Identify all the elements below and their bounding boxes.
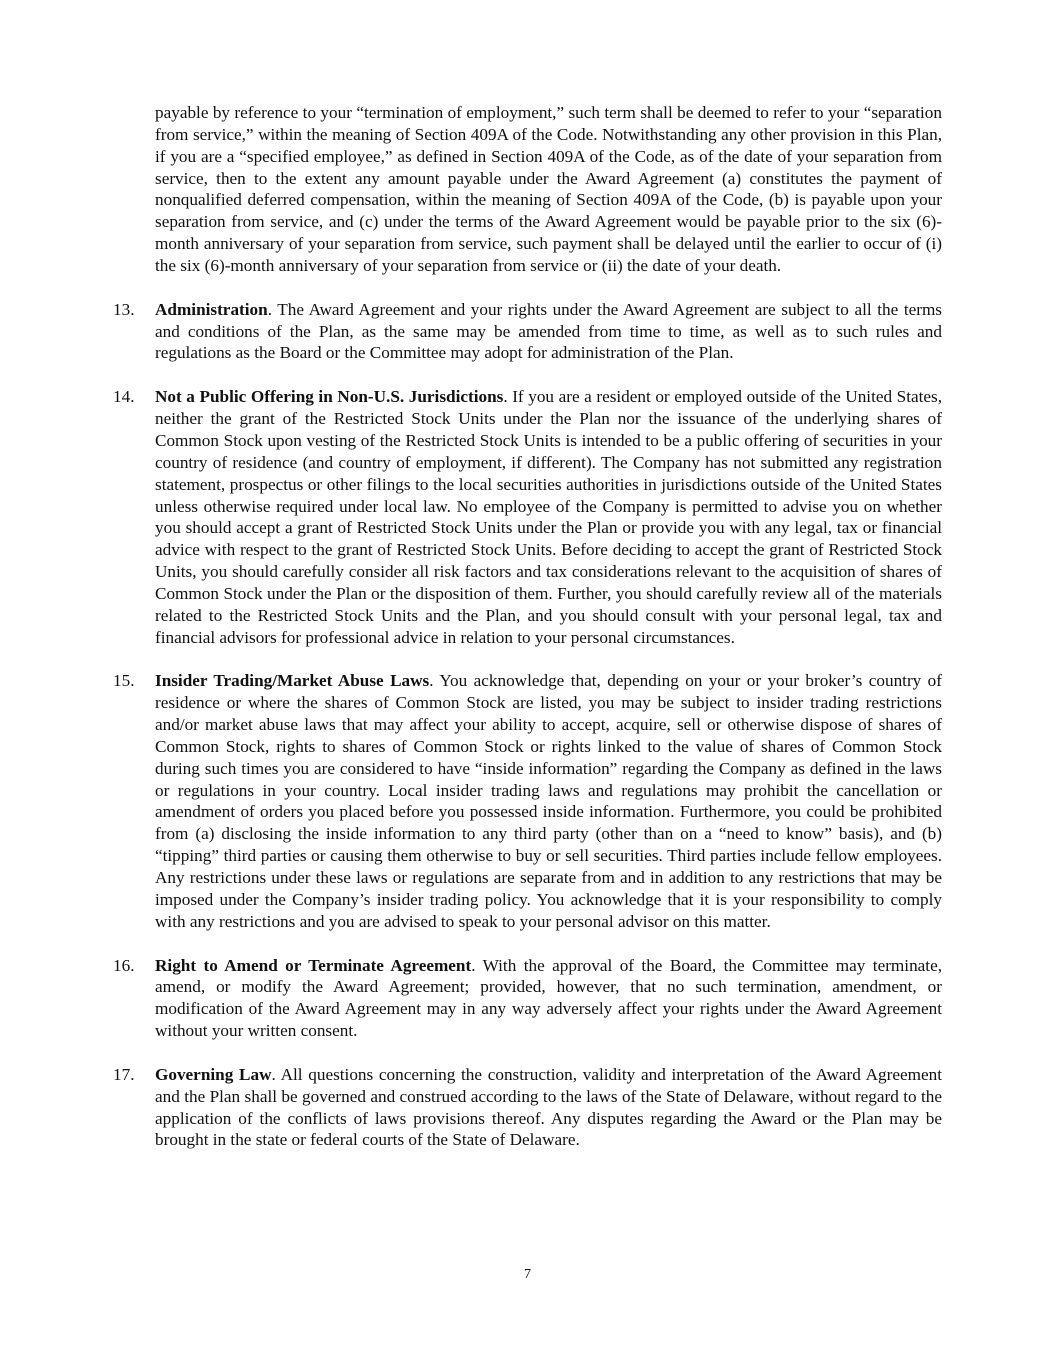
section-number: 16. [113,955,135,975]
section-text: . The Award Agreement and your rights under the Award Agreement are subject to all the terms and conditions of the Plan, as the same may be amended from time to time, as well as to such rules and regulations as the Board or the Committee may adopt for administration of the Plan. [155,299,942,363]
section-number: 17. [113,1064,135,1084]
section-paragraph [155,955,942,1042]
section-paragraph [155,1064,942,1151]
section-number: 14. [113,387,135,407]
section-title: Insider Trading/Market Abuse Laws [155,671,430,691]
section-number: 15. [113,671,135,691]
section-13-administration [113,299,942,365]
section-text: . You acknowledge that, depending on your or your broker’s country of residence or where the shares of Common Stock are listed, you may be subject to insider trading restrictions and/or market abuse laws that may affect your ability to accept, acquire, sell or otherwise dispose of shares of Common Stock, rights to shares of Common Stock or rights linked to the value of shares of Common Stock during such times you are considered to have “inside information” regarding the Company as defined in the laws or regulations in your country. Local insider trading laws and regulations may prohibit the cancellation or amendment of orders you placed before you possessed inside information. Furthermore, you could be prohibited from (a) disclosing the inside information to any third party (other than on a “need to know” basis), and (b) “tipping” third parties or causing them otherwise to buy or sell securities. Third parties include fellow employees. Any restrictions under these laws or regulations are separate from and in addition to any restrictions that may be imposed under the Company’s insider trading policy. You acknowledge that it is your responsibility to comply with any restrictions and you are advised to speak to your personal advisor on this matter. [155,671,942,931]
section-text: . If you are a resident or employed outside of the United States, neither the grant of the Restricted Stock Units under the Plan nor the issuance of the underlying shares of Common Stock upon vesting of the Restricted Stock Units is intended to be a public offering of securities in your country of residence (and country of employment, if different). The Company has not submitted any registration statement, prospectus or other filings to the local securities authorities in jurisdictions outside of the United States unless otherwise required under local law. No employee of the Company is permitted to advise you on whether you should accept a grant of Restricted Stock Units under the Plan or provide you with any legal, tax or financial advice with respect to the grant of Restricted Stock Units. Before deciding to accept the grant of Restricted Stock Units, you should carefully consider all risk factors and tax considerations relevant to the acquisition of shares of Common Stock under the Plan or the disposition of them. Further, you should carefully review all of the materials related to the Restricted Stock Units and the Plan, and you should consult with your personal legal, tax and financial advisors for professional advice in relation to your personal circumstances. [155,387,942,647]
section-text: . All questions concerning the construction, validity and interpretation of the Award Agreement and the Plan shall be governed and construed according to the laws of the State of Delaware, without regard to the application of the conflicts of laws provisions thereof. Any disputes regarding the Award or the Plan may be brought in the state or federal courts of the State of Delaware. [155,1064,942,1150]
section-title: Not a Public Offering in Non-U.S. Jurisdictions [155,387,504,407]
section-title: Governing Law [155,1064,272,1084]
section-text: . With the approval of the Board, the Committee may terminate, amend, or modify the Award Agreement; provided, however, that no such termination, amendment, or modification of the Award Agreement may in any way adversely affect your rights under the Award Agreement without your written consent. [155,955,942,1041]
section-paragraph [155,299,942,365]
section-14-public-offering [113,386,942,648]
section-15-insider-trading [113,670,942,932]
page-number: 7 [524,1267,531,1282]
section-title: Right to Amend or Terminate Agreement [155,955,472,975]
section-paragraph [155,386,942,648]
continuation-paragraph: payable by reference to your “termination of employment,” such term shall be deemed to refer to your “separation from service,” within the meaning of Section 409A of the Code. Notwithstanding any other provision in this Plan, if you are a “specified employee,” as defined in Section 409A of the Code, as of the date of your separation from service, then to the extent any amount payable under the Award Agreement (a) constitutes the payment of nonqualified deferred compensation, within the meaning of Section 409A of the Code, (b) is payable upon your separation from service, and (c) under the terms of the Award Agreement would be payable prior to the six (6)-month anniversary of your separation from service, such payment shall be delayed until the earlier to occur of (i) the six (6)-month anniversary of your separation from service or (ii) the date of your death. [155,103,942,275]
section-number: 13. [113,299,135,319]
section-paragraph [155,670,942,932]
section-17-governing-law [113,1064,942,1151]
section-16-amend-terminate [113,955,942,1042]
document-body [113,102,942,1151]
section-title: Administration [155,299,268,319]
